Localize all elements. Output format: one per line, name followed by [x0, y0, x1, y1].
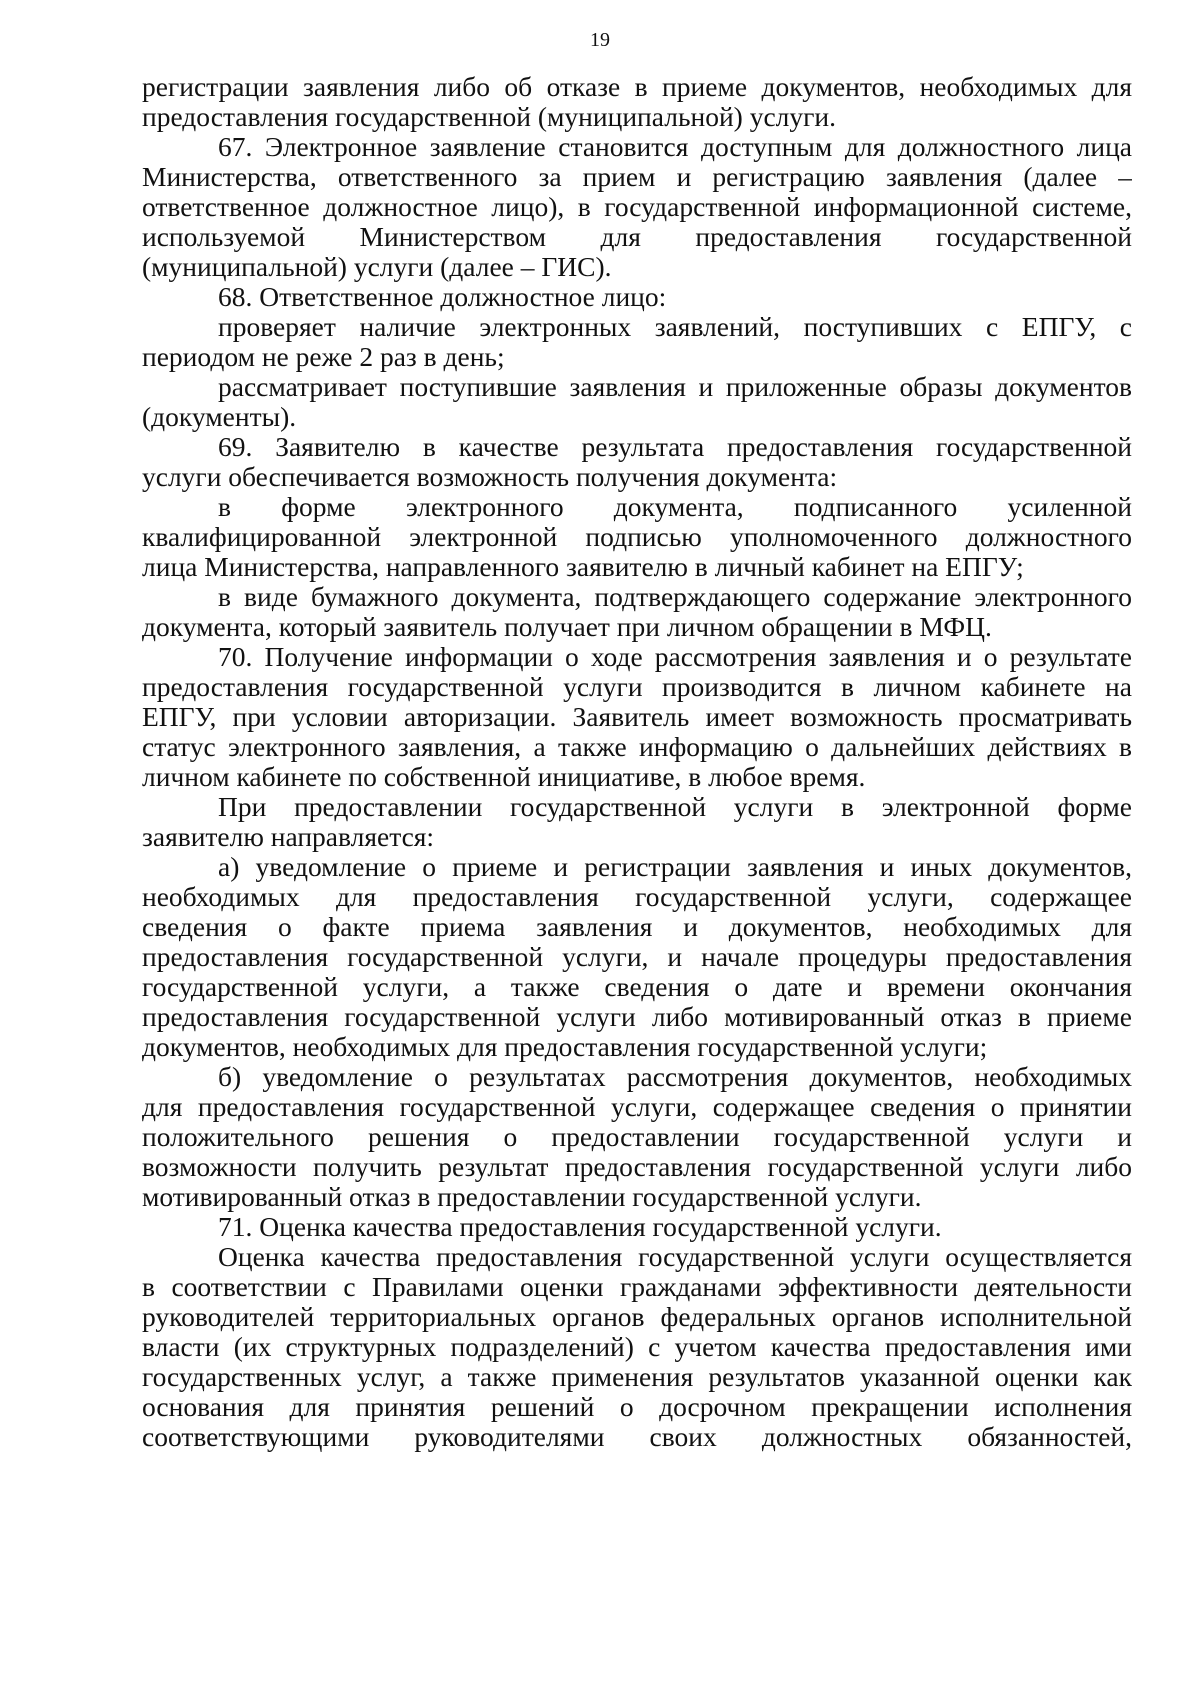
paragraph-71 — [142, 1212, 1132, 1242]
text-line: рассматривает поступившие заявления и приложенные образы документов — [218, 372, 1132, 402]
text-line: а) уведомление о приеме и регистрации заявления и иных документов, — [218, 852, 1132, 882]
paragraph-item-a — [142, 852, 1132, 1062]
text-line: необходимых для предоставления государственной услуги, содержащее — [142, 882, 1132, 912]
text-line: государственной услуги, а также сведения о дате и времени окончания — [142, 972, 1132, 1002]
text-line: лица Министерства, направленного заявителю в личный кабинет на ЕПГУ; — [142, 552, 1024, 582]
text-line: сведения о факте приема заявления и документов, необходимых для — [142, 912, 1132, 942]
text-line: руководителей территориальных органов федеральных органов исполнительной — [142, 1302, 1132, 1332]
text-line: мотивированный отказ в предоставлении государственной услуги. — [142, 1182, 922, 1212]
document-body — [142, 72, 1132, 1452]
paragraph-69 — [142, 432, 1132, 492]
text-line: статус электронного заявления, а также информацию о дальнейших действиях в — [142, 732, 1132, 762]
text-line: 68. Ответственное должностное лицо: — [218, 282, 667, 312]
text-line: в соответствии с Правилами оценки гражданами эффективности деятельности — [142, 1272, 1132, 1302]
text-line: (муниципальной) услуги (далее – ГИС). — [142, 252, 612, 282]
text-line: ответственное должностное лицо), в государственной информационной системе, — [142, 192, 1132, 222]
paragraph-67 — [142, 132, 1132, 282]
text-line: услуги обеспечивается возможность получения документа: — [142, 462, 838, 492]
text-line: 70. Получение информации о ходе рассмотрения заявления и о результате — [218, 642, 1132, 672]
text-line: б) уведомление о результатах рассмотрения документов, необходимых — [218, 1062, 1132, 1092]
text-line: положительного решения о предоставлении государственной услуги и — [142, 1122, 1132, 1152]
text-line: регистрации заявления либо об отказе в приеме документов, необходимых для — [142, 72, 1132, 102]
text-line: квалифицированной электронной подписью уполномоченного должностного — [142, 522, 1132, 552]
text-line: возможности получить результат предоставления государственной услуги либо — [142, 1152, 1132, 1182]
paragraph-item-b — [142, 1062, 1132, 1212]
text-line: документов, необходимых для предоставления государственной услуги; — [142, 1032, 988, 1062]
paragraph-68 — [142, 282, 1132, 312]
text-line: предоставления государственной услуги либо мотивированный отказ в приеме — [142, 1002, 1132, 1032]
paragraph-70 — [142, 642, 1132, 792]
text-line: соответствующими руководителями своих должностных обязанностей, — [142, 1422, 1132, 1452]
text-line: Оценка качества предоставления государственной услуги осуществляется — [218, 1242, 1132, 1272]
text-line: Министерства, ответственного за прием и регистрацию заявления (далее – — [142, 162, 1132, 192]
text-line: (документы). — [142, 402, 297, 432]
text-line: 69. Заявителю в качестве результата предоставления государственной — [218, 432, 1132, 462]
text-line: 67. Электронное заявление становится доступным для должностного лица — [218, 132, 1132, 162]
paragraph-quality-assessment — [142, 1242, 1132, 1452]
text-line: личном кабинете по собственной инициативе, в любое время. — [142, 762, 866, 792]
text-line: При предоставлении государственной услуги в электронной форме — [218, 792, 1132, 822]
paragraph-66-continuation — [142, 72, 1132, 132]
text-line: в виде бумажного документа, подтверждающего содержание электронного — [218, 582, 1132, 612]
text-line: основания для принятия решений о досрочном прекращении исполнения — [142, 1392, 1132, 1422]
text-line: документа, который заявитель получает при личном обращении в МФЦ. — [142, 612, 992, 642]
text-line: заявителю направляется: — [142, 822, 435, 852]
text-line: периодом не реже 2 раз в день; — [142, 342, 505, 372]
text-line: предоставления государственной услуги производится в личном кабинете на — [142, 672, 1132, 702]
text-line: предоставления государственной (муниципальной) услуги. — [142, 102, 836, 132]
text-line: проверяет наличие электронных заявлений, поступивших с ЕПГУ, с — [218, 312, 1132, 342]
text-line: для предоставления государственной услуги, содержащее сведения о принятии — [142, 1092, 1132, 1122]
paragraph-69-item-electronic — [142, 492, 1132, 582]
text-line: 71. Оценка качества предоставления государственной услуги. — [218, 1212, 942, 1242]
paragraph-electronic-form — [142, 792, 1132, 852]
paragraph-68-item-check — [142, 312, 1132, 372]
text-line: используемой Министерством для предоставления государственной — [142, 222, 1132, 252]
text-line: ЕПГУ, при условии авторизации. Заявитель имеет возможность просматривать — [142, 702, 1132, 732]
text-line: в форме электронного документа, подписанного усиленной — [218, 492, 1132, 522]
paragraph-68-item-review — [142, 372, 1132, 432]
text-line: предоставления государственной услуги, и начале процедуры предоставления — [142, 942, 1132, 972]
page-number: 19 — [590, 29, 610, 51]
text-line: власти (их структурных подразделений) с учетом качества предоставления ими — [142, 1332, 1132, 1362]
paragraph-69-item-paper — [142, 582, 1132, 642]
text-line: государственных услуг, а также применения результатов указанной оценки как — [142, 1362, 1132, 1392]
